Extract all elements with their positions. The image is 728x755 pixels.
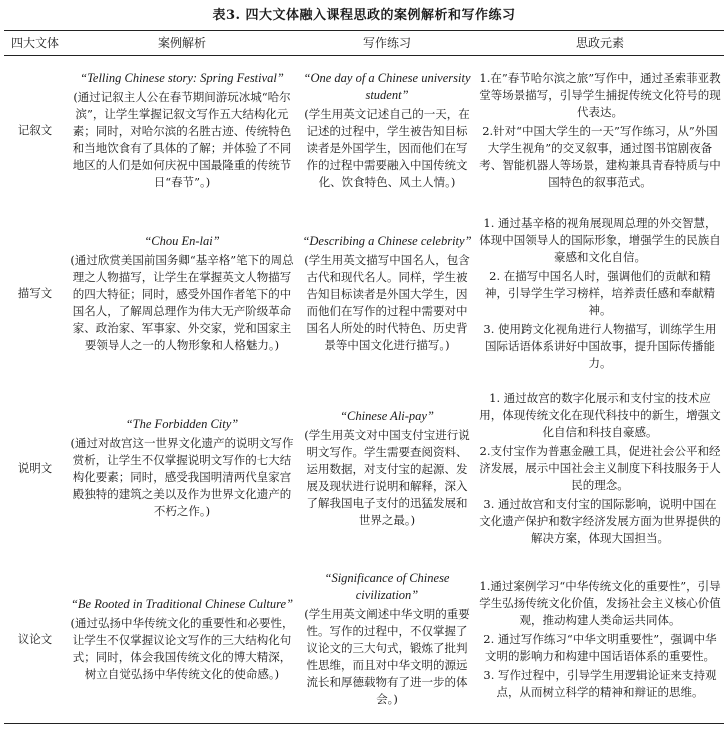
writing-cell (298, 381, 476, 556)
ideology-cell (476, 56, 724, 206)
table-row (4, 56, 724, 206)
writing-desc: (学生用英文记述自己的一天，在记述的过程中，学生被告知目标读者是外国学生，因而他们在写作的过程中需要融入中国传统文化、饮食特色、风土人情。) (304, 107, 470, 190)
header-genre: 四大文体 (4, 31, 66, 56)
case-cell (66, 206, 298, 381)
writing-cell (298, 556, 476, 724)
writing-cell (298, 206, 476, 381)
ideology-item: 2.针对“中国大学生的一天”写作练习，从”外国大学生视角”的交叉叙事，通过图书馆剧夜备考、智能机器人等场景，建构兼具青春特质与中国特色的叙事范式。 (479, 124, 721, 190)
ideology-item: 1. 通过故宫的数字化展示和支付宝的技术应用，体现传统文化在现代科技中的新生，增强文化自信和科技自豪感。 (479, 390, 721, 439)
header-writing: 写作练习 (298, 31, 476, 56)
writing-desc: (学生用英文描写中国名人，包含古代和现代名人。同样，学生被告知目标读者是外国大学生，因而他们在写作的过程中需要对中国名人所处的时代特色、历史背景等中国文化进行描写。) (304, 252, 470, 352)
ideology-cell (476, 556, 724, 724)
writing-title: “Describing a Chinese celebrity” (302, 233, 472, 248)
ideology-item: 2. 通过写作练习“中华文明重要性”，强调中华文明的影响力和构建中国话语体系的重要性。 (483, 631, 717, 663)
writing-desc: (学生用英文阐述中华文明的重要性。写作的过程中，不仅掌握了议论文的三大句式，锻炼了批判性思维，而且对中华文明的源远流长和厚德载物有了进一步的体会。) (304, 607, 470, 707)
ideology-item: 3. 使用跨文化视角进行人物描写，训练学生用国际话语体系讲好中国故事，提升国际传播能力。 (483, 321, 717, 370)
ideology-item: 2.支付宝作为普惠金融工具，促进社会公平和经济发展，展示中国社会主义制度下科技服务于人民的理念。 (479, 443, 721, 492)
ideology-cell (476, 206, 724, 381)
table-header-row (4, 31, 724, 56)
case-desc: (通过弘扬中华传统文化的重要性和必要性，让学生不仅掌握议论文写作的三大结构化句式；同时，体会我国传统文化的博大精深，树立自觉弘扬中华传统文化的使命感。) (70, 615, 294, 681)
case-title: “The Forbidden City” (125, 417, 239, 431)
case-title: “Telling Chinese story: Spring Festival” (80, 71, 284, 86)
header-case: 案例解析 (66, 31, 298, 56)
ideology-cell (476, 381, 724, 556)
case-cell (66, 381, 298, 556)
header-ideology: 思政元素 (476, 31, 724, 56)
writing-desc: (学生用英文对中国支付宝进行说明文写作。学生需要查阅资料、运用数据，对支付宝的起源、发展及现状进行说明和解释，深入了解我国电子支付的迅猛发展和世界之最。) (304, 427, 470, 527)
ideology-item: 1.通过案例学习“中华传统文化的重要性”，引导学生弘扬传统文化价值，发扬社会主义核心价值观，推动构建人类命运共同体。 (479, 578, 721, 627)
case-table (4, 30, 724, 724)
case-desc: (通过欣赏美国前国务卿“基辛格”笔下的周总理之人物描写，让学生在掌握英文人物描写的四大特征；同时，感受外国作者笔下的中国名人，了解周总理作为伟大无产阶级革命家、政治家、军事家、外交家，党和国家主要领导人之一的人物形象和人格魅力。) (70, 252, 294, 352)
table-row (4, 381, 724, 556)
table-caption: 表3. 四大文体融入课程思政的案例解析和写作练习 (212, 8, 516, 23)
case-desc: (通过记叙主人公在春节期间游玩冰城“哈尔滨”，让学生掌握记叙文写作五大结构化元素；同时，对哈尔滨的名胜古迹、传统特色和当地饮食有了具体的了解；并体验了不同地区的人们是如何庆祝中国最隆重的传统节日“春节”。) (72, 90, 292, 190)
writing-title: “One day of a Chinese university student” (303, 71, 471, 103)
genre-cell: 描写文 (17, 285, 53, 300)
writing-title: “Chinese Ali-pay” (340, 408, 434, 423)
genre-cell: 议论文 (4, 556, 66, 724)
case-cell (66, 56, 298, 206)
genre-cell: 说明文 (17, 460, 53, 475)
ideology-item: 1.在”春节哈尔滨之旅”写作中，通过圣索菲亚教堂等场景描写，引导学生捕捉传统文化符号的现代表达。 (479, 71, 721, 120)
writing-title: “Significance of Chinese civilization” (324, 571, 450, 603)
case-desc: (通过对故宫这一世界文化遗产的说明文写作赏析，让学生不仅掌握说明文写作的七大结构化要素；同时，感受我国明清两代皇家宫殿独特的建筑之美以及作为世界文化遗产的不朽之作。) (70, 436, 294, 518)
ideology-item: 3. 通过故宫和支付宝的国际影响，说明中国在文化遗产保护和数字经济发展方面为世界提供的解决方案，体现大国担当。 (479, 496, 721, 545)
case-title: “Be Rooted in Traditional Chinese Culture” (70, 596, 294, 611)
genre-cell: 记叙文 (17, 123, 53, 138)
writing-cell (298, 56, 476, 206)
ideology-item: 1. 通过基辛格的视角展现周总理的外交智慧，体现中国领导人的国际形象，增强学生的民族自豪感和文化自信。 (479, 215, 721, 264)
table-row (4, 556, 724, 724)
case-title: “Chou En-lai” (144, 233, 220, 248)
table-row (4, 206, 724, 381)
ideology-item: 2. 在描写中国名人时，强调他们的贡献和精神，引导学生学习榜样，培养责任感和奉献精神。 (485, 268, 715, 317)
case-cell (66, 556, 298, 724)
ideology-item: 3. 写作过程中，引导学生用逻辑论证来支持观点，从而树立科学的精神和辩证的思维。 (483, 667, 717, 699)
